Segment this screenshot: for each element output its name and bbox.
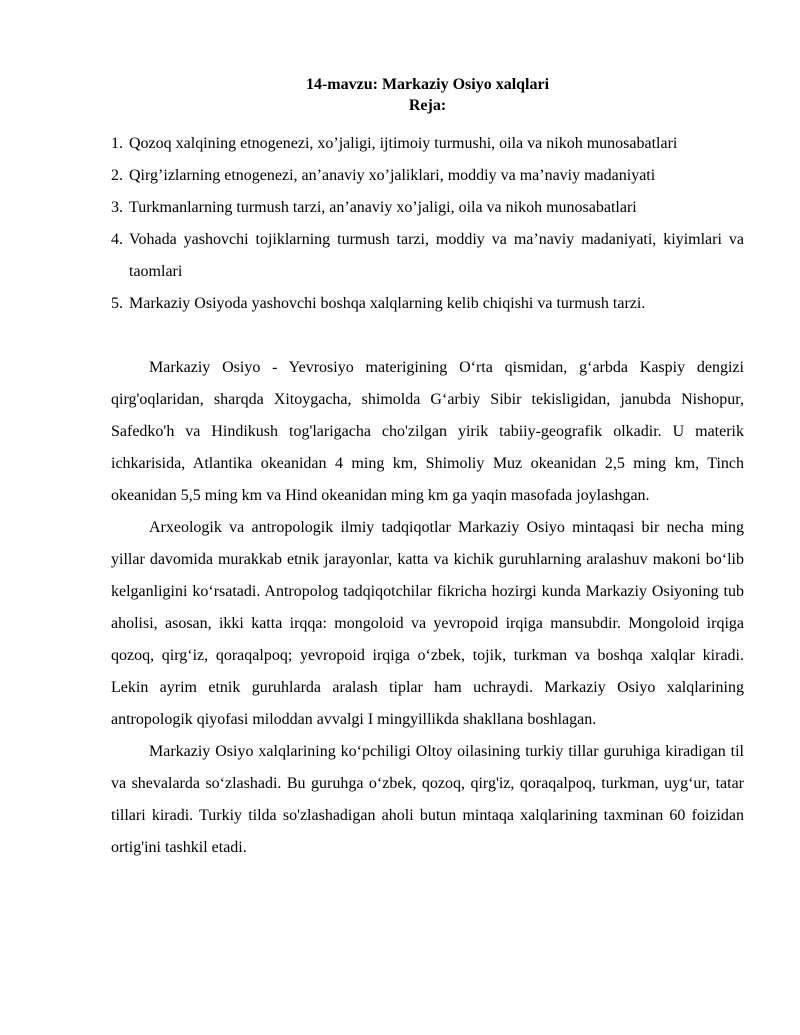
plan-item-text: Markaziy Osiyoda yashovchi boshqa xalqlarning kelib chiqishi va turmush tarzi. [129, 295, 646, 312]
plan-item-text: Qirg’izlarning etnogenezi, an’anaviy xo’jaliklari, moddiy va ma’naviy madaniyati [129, 167, 656, 184]
plan-item [111, 192, 744, 224]
plan-item-number: 3. [111, 199, 123, 216]
plan-item-text: Turkmanlarning turmush tarzi, an’anaviy xo’jaligi, oila va nikoh munosabatlari [129, 199, 637, 216]
plan-item-text: Qozoq xalqining etnogenezi, xo’jaligi, ijtimoiy turmushi, oila va nikoh munosabatlari [129, 135, 678, 152]
plan-item [111, 288, 744, 320]
plan-item-text: Vohada yashovchi tojiklarning turmush tarzi, moddiy va ma’naviy madaniyati, kiyimlari va taomlari [129, 231, 744, 280]
plan-item [111, 128, 744, 160]
plan-heading: Reja: [408, 97, 447, 114]
document-page [111, 74, 744, 864]
body-paragraph: Arxeologik va antropologik ilmiy tadqiqotlar Markaziy Osiyo mintaqasi bir necha ming yillar davomida murakkab etnik jarayonlar, katta va kichik guruhlarning aralashuv makoni bo‘lib kelganligini ko‘rsatadi. Antropolog tadqiqotchilar fikricha hozirgi kunda Markaziy Osiyoning tub aholisi, asosan, ikki katta irqqa: mongoloid va yevropoid irqiga mansubdir. Mongoloid irqiga qozoq, qirg‘iz, qoraqalpoq; yevropoid irqiga o‘zbek, tojik, turkman va boshqa xalqlar kiradi. Lekin ayrim etnik guruhlarda aralash tiplar ham uchraydi. Markaziy Osiyo xalqlarining antropologik qiyofasi miloddan avvalgi I mingyillikda shakllana boshlagan. [111, 519, 744, 728]
body-paragraph: Markaziy Osiyo - Yevrosiyo materigining O‘rta qismidan, g‘arbda Kaspiy dengizi qirg'oqlaridan, sharqda Xitoygacha, shimolda G‘arbiy Sibir tekisligidan, janubda Nishopur, Safedko'h va Hindikush tog'larigacha cho'zilgan yirik tabiiy-geografik olkadir. U materik ichkarisida, Atlantika okeanidan 4 ming km, Shimoliy Muz okeanidan 2,5 ming km, Tinch okeanidan 5,5 ming km va Hind okeanidan ming km ga yaqin masofada joylashgan. [111, 359, 744, 504]
document-title: 14-mavzu: Markaziy Osiyo xalqlari [305, 76, 550, 93]
plan-item [111, 224, 744, 288]
plan-item-number: 2. [111, 167, 123, 184]
section-spacer [111, 320, 744, 352]
plan-item [111, 160, 744, 192]
plan-item-number: 1. [111, 135, 123, 152]
plan-item-number: 5. [111, 295, 123, 312]
plan-list [111, 128, 744, 320]
plan-item-number: 4. [111, 231, 123, 248]
body-paragraph: Markaziy Osiyo xalqlarining ko‘pchiligi Oltoy oilasining turkiy tillar guruhiga kiradigan til va shevalarda so‘zlashadi. Bu guruhga o‘zbek, qozoq, qirg'iz, qoraqalpoq, turkman, uyg‘ur, tatar tillari kiradi. Turkiy tilda so'zlashadigan aholi butun mintaqa xalqlarining taxminan 60 foizidan ortig'ini tashkil etadi. [111, 743, 744, 856]
